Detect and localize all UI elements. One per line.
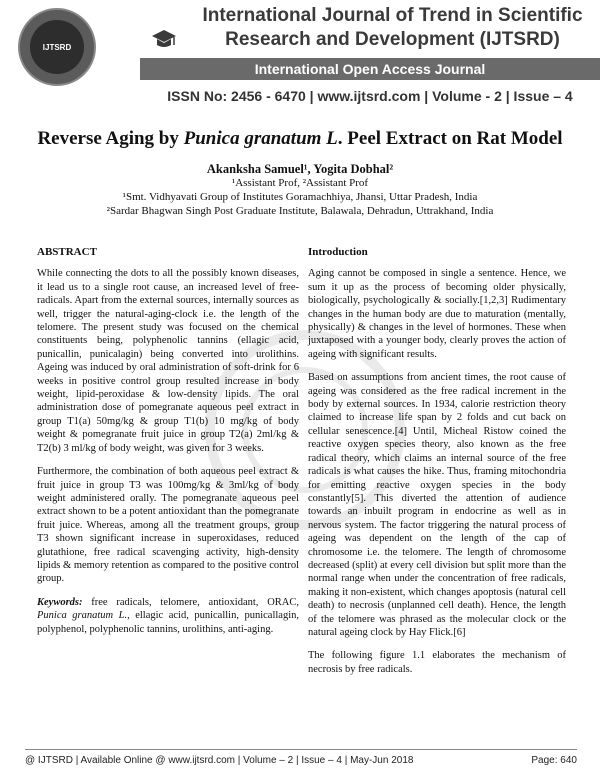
page-number: Page: 640 <box>531 755 577 766</box>
introduction-paragraph-2: Based on assumptions from ancient times, the root cause of ageing was considered as the free radical increment in the body by external sources. In 1934, calorie restriction theory claimed to increase life span by 2 folds and cut back on cellular senescence.[4] Until, Micheal Ristow coined the reactive oxygen species theory, also known as the free radical theory, which claims an internal source of the free radicals is what causes the hike. Thus, framing mitochondria for emitting reactive oxygen species in the body constantly[5]. This diverted the attention of audience towards an inbuilt program in endocrine as well as in nervous system. The factor triggering the natural process of ageing was dependent on the length of the cap of chromosome i.e. the telomere. The length of chromosome decreased (split) at every cell division but split more than the normal range when under the concentration of free radicals, making it non-existent, which changes apoptosis (natural cell death) to necrosis (unplanned cell death). Hence, the length of the telomere was phrased as the molecular clock or the natural ageing clock by Hay Flick.[6] <box>308 372 566 638</box>
abstract-paragraph-2: Furthermore, the combination of both aqueous peel extract & fruit juice in group T3 was 100mg/kg & 3ml/kg of body weight administered orally. The pomegranate aqueous peel extract shown to be a potent antioxidant than the pomegranate fruit juice. Whereas, among all the treatment groups, group T3 shown significant increase in superoxidases, reduced glutathione, free radical scavenging activity, high-density lipids & memory retention as compared to the positive control group. <box>37 466 299 585</box>
journal-title: International Journal of Trend in Scientific Research and Development (IJTSRD) <box>202 5 583 50</box>
footer-info: @ IJTSRD | Available Online @ www.ijtsrd.com | Volume – 2 | Issue – 4 | May-Jun 2018 <box>25 755 414 766</box>
introduction-paragraph-3: The following figure 1.1 elaborates the mechanism of necrosis by free radicals. <box>308 650 566 675</box>
journal-header <box>0 0 600 118</box>
page-footer <box>25 755 577 766</box>
keywords <box>37 596 299 636</box>
title-species: Punica granatum L <box>183 128 338 149</box>
affiliation-2: ²Sardar Bhagwan Singh Post Graduate Institute, Balawala, Dehradun, Uttrakhand, India <box>106 205 494 217</box>
keywords-rest: , ellagic acid, punicallin, punicallagin, polyphenol, polyphenolic tannins, urolithins, anti-aging. <box>37 610 299 635</box>
footer-divider <box>25 749 577 750</box>
affiliation-roles: ¹Assistant Prof, ²Assistant Prof <box>231 177 369 189</box>
paper-title <box>0 128 600 150</box>
logo-text: IJTSRD <box>42 43 72 52</box>
abstract-paragraph-1: While connecting the dots to all the possibly known diseases, it lead us to a single root cause, an increased level of free-radicals. Apart from the external sources, internally sources as well, trigger the natural-aging-clock i.e. the length of the telomere. The present study was focused on the chemical constituents being, polyphenolic tannins (ellagic acid, punicallin, punicalagin) being converted into urolithins. Ageing was induced by oral administration of soft-drink for 6 weeks in positive control group resulted increase in body weight, lipid-peroxidase & low-density lipids. The oral administration dose of pomegranate aqueous peel extract in group T1(a) 50mg/kg & group T1(b) 10 mg/kg of body weight & pomegranate fruit juice in group T2(a) 2ml/kg & T2(b) 3 ml/kg of body weight, was given for 3 weeks. <box>37 268 299 454</box>
authors: Akanksha Samuel¹, Yogita Dobhal² <box>206 162 394 176</box>
issn-line: ISSN No: 2456 - 6470 | www.ijtsrd.com | Volume - 2 | Issue – 4 <box>167 88 573 104</box>
introduction-paragraph-1: Aging cannot be composed in single a sentence. Hence, we sum it up as the process of becoming older physically, biologically, psychologically & socially.[1,2,3] Rudimentary changes in the human body are due to maturation (mentally, physically) & changes in the level of hormones. These when juxtaposed with a younger body, clearly proves the action of ageing with significant results. <box>308 268 566 360</box>
abstract-column <box>37 246 299 646</box>
introduction-column <box>308 246 566 686</box>
title-suffix: . Peel Extract on Rat Model <box>337 128 563 149</box>
keywords-text: free radicals, telomere, antioxidant, ORAC, <box>82 596 299 608</box>
open-access-banner: International Open Access Journal <box>140 58 600 80</box>
affiliation-1: ¹Smt. Vidhyavati Group of Institutes Goramachhiya, Jhansi, Uttar Pradesh, India <box>122 191 478 203</box>
abstract-heading: ABSTRACT <box>37 246 97 258</box>
journal-logo <box>18 8 96 86</box>
introduction-heading: Introduction <box>308 246 368 258</box>
keywords-label: Keywords: <box>37 596 83 608</box>
title-prefix: Reverse Aging by <box>37 128 184 149</box>
keywords-species: Punica granatum L. <box>37 610 128 622</box>
graduation-cap-icon <box>151 28 177 50</box>
